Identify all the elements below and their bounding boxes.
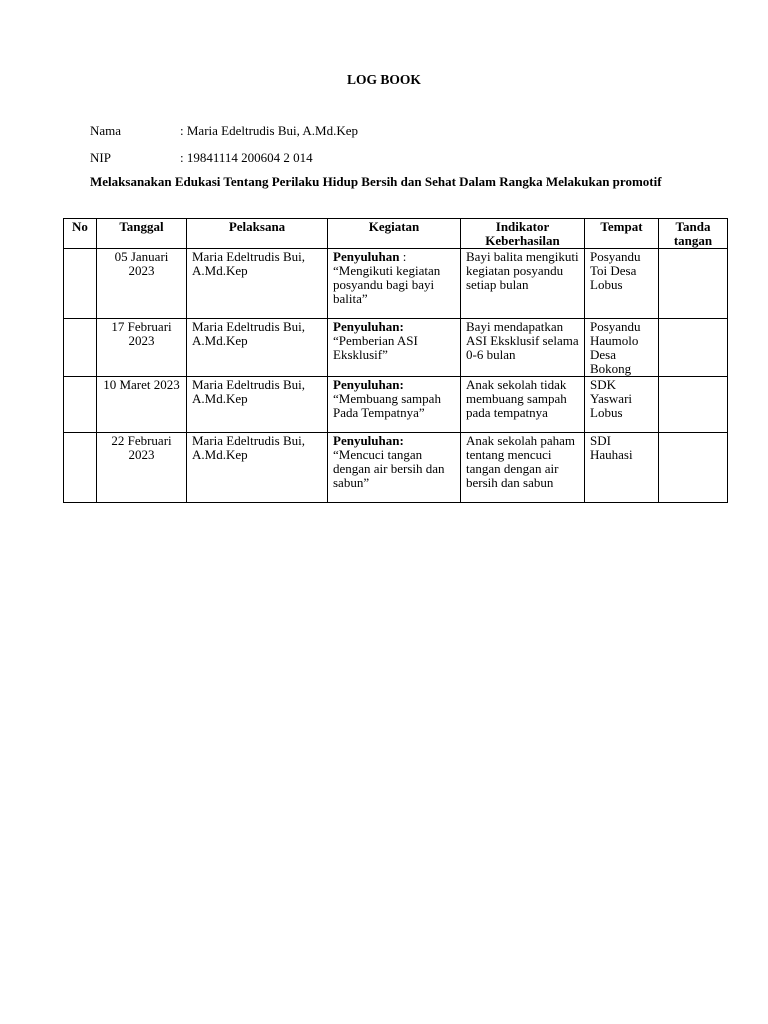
cell-kegiatan [328,377,461,433]
nip-label: NIP [90,150,111,165]
cell-no [64,319,97,377]
header-tanggal: Tanggal [97,219,187,249]
cell-pelaksana: Maria Edeltrudis Bui, A.Md.Kep [187,433,328,503]
cell-indikator: Bayi balita mengikuti kegiatan posyandu setiap bulan [461,249,585,319]
header-no: No [64,219,97,249]
activity-heading: Melaksanakan Edukasi Tentang Perilaku Hidup Bersih dan Sehat Dalam Rangka Melakukan promotif [90,174,662,189]
cell-no [64,377,97,433]
name-field [90,123,358,139]
cell-kegiatan [328,249,461,319]
cell-pelaksana: Maria Edeltrudis Bui, A.Md.Kep [187,319,328,377]
cell-tanggal: 17 Februari 2023 [97,319,187,377]
cell-indikator: Anak sekolah tidak membuang sampah pada tempatnya [461,377,585,433]
header-pelaksana: Pelaksana [187,219,328,249]
cell-tanggal: 22 Februari 2023 [97,433,187,503]
header-tempat: Tempat [585,219,659,249]
logbook-table [63,218,728,503]
kegiatan-text: “Mencuci tangan dengan air bersih dan sabun” [333,447,445,490]
kegiatan-keyword: Penyuluhan [333,249,400,264]
nip-field [90,150,313,166]
nip-value: : 19841114 200604 2 014 [180,150,313,165]
cell-indikator: Bayi mendapatkan ASI Eksklusif selama 0-6 bulan [461,319,585,377]
document-title: LOG BOOK [347,72,421,87]
name-label: Nama [90,123,122,138]
cell-pelaksana: Maria Edeltrudis Bui, A.Md.Kep [187,377,328,433]
table-row [64,377,728,433]
cell-no [64,249,97,319]
cell-tanda-tangan [659,249,728,319]
name-value: : Maria Edeltrudis Bui, A.Md.Kep [180,123,359,138]
cell-indikator: Anak sekolah paham tentang mencuci tangan dengan air bersih dan sabun [461,433,585,503]
cell-kegiatan [328,319,461,377]
kegiatan-keyword: Penyuluhan: [333,433,404,448]
kegiatan-text: “Membuang sampah Pada Tempatnya” [333,391,441,420]
table-header-row [64,219,728,249]
table-row [64,249,728,319]
cell-tempat: SDI Hauhasi [585,433,659,503]
cell-tempat: Posyandu Haumolo Desa Bokong [585,319,659,377]
header-indikator: Indikator Keberhasilan [461,219,585,249]
kegiatan-keyword: Penyuluhan: [333,319,404,334]
header-kegiatan: Kegiatan [328,219,461,249]
cell-tanda-tangan [659,377,728,433]
cell-tanda-tangan [659,319,728,377]
cell-tanggal: 05 Januari 2023 [97,249,187,319]
cell-tanda-tangan [659,433,728,503]
header-tanda-tangan: Tanda tangan [659,219,728,249]
cell-tempat: SDK Yaswari Lobus [585,377,659,433]
table-row [64,319,728,377]
cell-no [64,433,97,503]
kegiatan-text: “Pemberian ASI Eksklusif” [333,333,418,362]
cell-kegiatan [328,433,461,503]
cell-tanggal: 10 Maret 2023 [97,377,187,433]
kegiatan-keyword: Penyuluhan: [333,377,404,392]
cell-tempat: Posyandu Toi Desa Lobus [585,249,659,319]
kegiatan-text: : “Mengikuti kegiatan posyandu bagi bayi balita” [333,249,441,306]
table-row [64,433,728,503]
cell-pelaksana: Maria Edeltrudis Bui, A.Md.Kep [187,249,328,319]
